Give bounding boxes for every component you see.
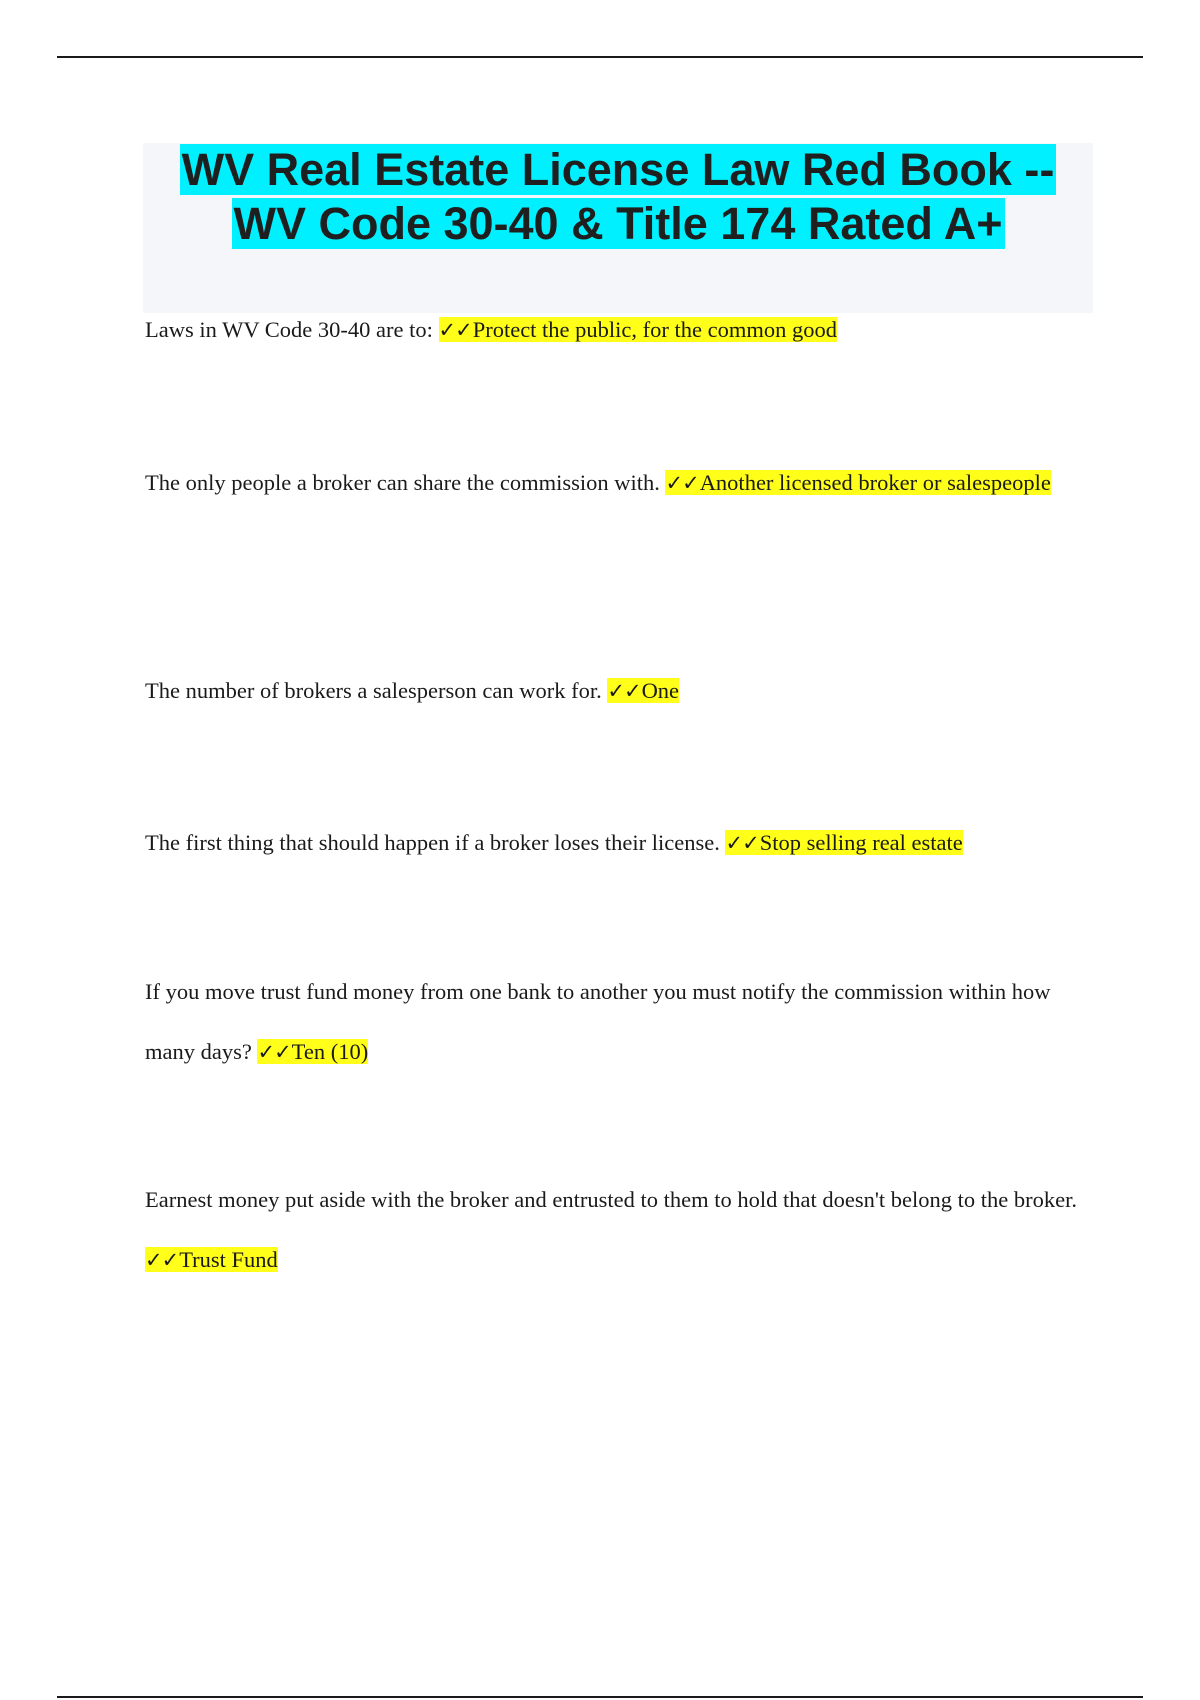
question-text: The only people a broker can share the commission with.: [145, 470, 660, 495]
question-text: The number of brokers a salesperson can work for.: [145, 678, 602, 703]
answer-text: Another licensed broker or salespeople: [699, 470, 1051, 495]
question-text: Laws in WV Code 30-40 are to:: [145, 317, 433, 342]
checkmark-icon: ✓✓: [438, 318, 472, 342]
checkmark-icon: ✓✓: [257, 1040, 291, 1064]
question-text: Earnest money put aside with the broker and entrusted to them to hold that doesn't belong to the broker.: [145, 1187, 1077, 1212]
answer-highlight: [665, 470, 1050, 495]
document-title: WV Real Estate License Law Red Book -- WV Code 30-40 & Title 174 Rated A+: [181, 144, 1055, 249]
answer-text: Protect the public, for the common good: [472, 317, 837, 342]
checkmark-icon: ✓✓: [725, 831, 759, 855]
answer-highlight: [607, 678, 679, 703]
qa-item-4: [145, 813, 1085, 873]
checkmark-icon: ✓✓: [145, 1248, 179, 1272]
question-text: If you move trust fund money from one bank to another you must notify the commission within how many days?: [145, 979, 1051, 1064]
answer-highlight: [725, 830, 962, 855]
qa-item-2: [145, 453, 1085, 513]
question-text: The first thing that should happen if a broker loses their license.: [145, 830, 720, 855]
checkmark-icon: ✓✓: [607, 679, 641, 703]
answer-text: Stop selling real estate: [759, 830, 963, 855]
top-rule: [57, 56, 1143, 58]
title-block: [143, 143, 1093, 313]
answer-highlight: [439, 317, 838, 342]
answer-text: One: [641, 678, 680, 703]
checkmark-icon: ✓✓: [665, 471, 699, 495]
qa-item-1: [145, 300, 1085, 360]
answer-highlight: [145, 1247, 278, 1272]
bottom-rule: [57, 1696, 1143, 1698]
answer-highlight: [257, 1039, 368, 1064]
qa-item-5: [145, 962, 1085, 1082]
qa-item-6: [145, 1170, 1085, 1290]
answer-text: Ten (10): [291, 1039, 369, 1064]
answer-text: Trust Fund: [179, 1247, 278, 1272]
qa-item-3: [145, 661, 1085, 721]
